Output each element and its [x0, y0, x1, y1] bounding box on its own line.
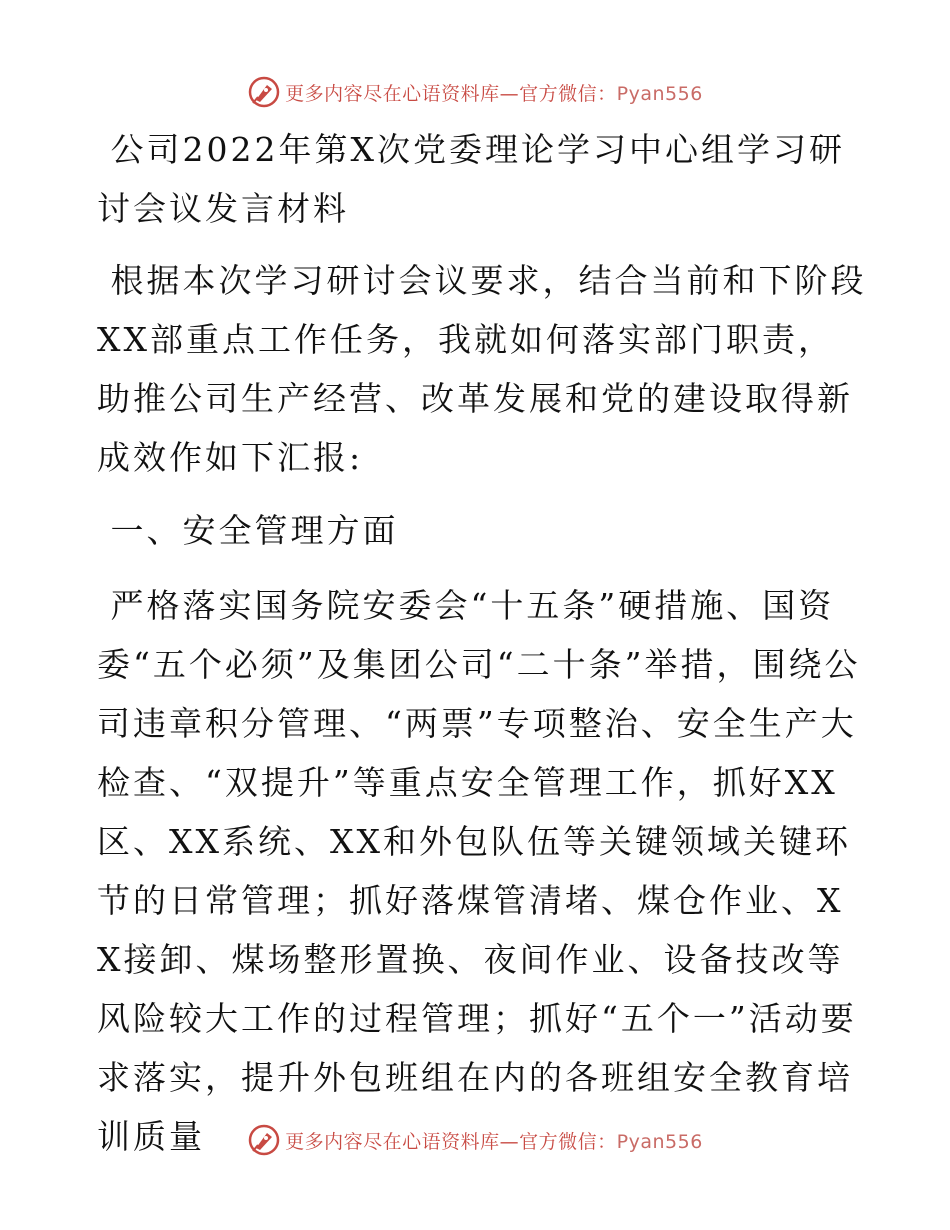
watermark-text: 更多内容尽在心语资料库—官方微信：Pyan556 [285, 82, 703, 105]
section-heading: 一、安全管理方面 [97, 511, 399, 550]
header-watermark [0, 72, 950, 112]
watermark-text: 更多内容尽在心语资料库—官方微信：Pyan556 [285, 1130, 703, 1153]
document-body [97, 120, 867, 1166]
footer-watermark [0, 1120, 950, 1160]
document-title: 公司2022年第X次党委理论学习中心组学习研讨会议发言材料 [97, 130, 845, 228]
section-paragraph: 严格落实国务院安委会“十五条”硬措施、国资委“五个必须”及集团公司“二十条”举措，围绕公司违章积分管理、“两票”专项整治、安全生产大检查、“双提升”等重点安全管理工作，抓好XX区、XX系统、XX和外包队伍等关键领域关键环节的日常管理；抓好落煤管清堵、煤仓作业、XX接卸、煤场整形置换、夜间作业、设备技改等风险较大工作的过程管理；抓好“五个一”活动要求落实，提升外包班组在内的各班组安全教育培训质量 [97, 586, 861, 1156]
pen-nib-circle-icon [247, 1123, 281, 1157]
pen-nib-circle-icon [247, 75, 281, 109]
intro-paragraph: 根据本次学习研讨会议要求，结合当前和下阶段XX部重点工作任务，我就如何落实部门职责，助推公司生产经营、改革发展和党的建设取得新成效作如下汇报: [97, 261, 867, 477]
